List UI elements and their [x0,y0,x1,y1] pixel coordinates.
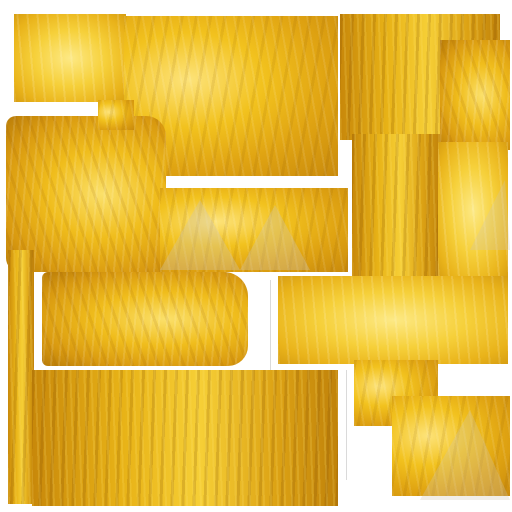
gray-triangle [420,410,510,500]
gray-triangle [240,205,310,270]
gray-triangle [160,200,240,270]
crack-line [270,280,271,370]
crack-line [346,370,347,480]
gray-triangle [470,180,510,250]
